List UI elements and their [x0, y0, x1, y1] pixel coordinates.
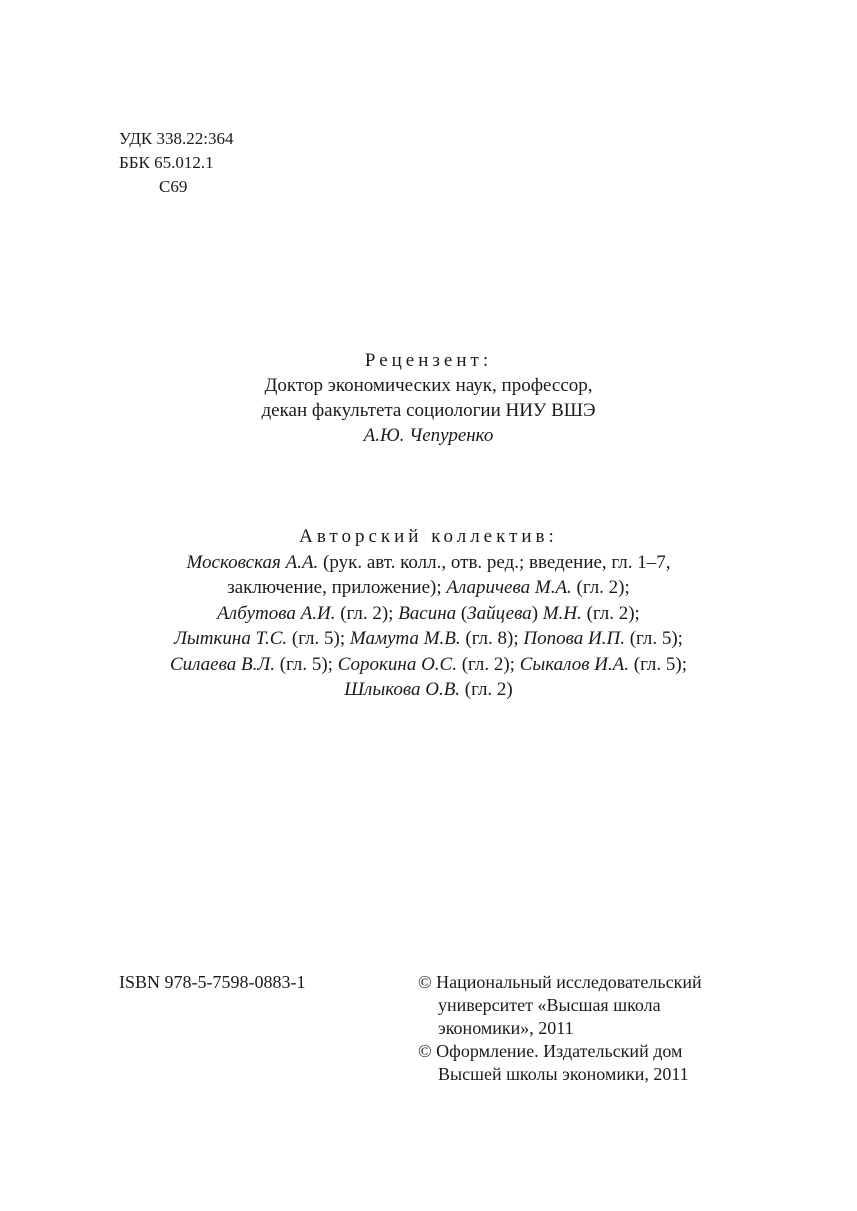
author-role: (гл. 8);: [460, 628, 524, 649]
authors-line: [0, 601, 857, 627]
authors-block: [0, 524, 857, 703]
author-role: заключение, приложение);: [227, 577, 447, 598]
classification-codes: [119, 127, 233, 199]
udk-code: УДК 338.22:364: [119, 129, 234, 148]
isbn-number: ISBN 978-5-7598-0883-1: [119, 972, 306, 992]
author-role: (гл. 2);: [581, 602, 640, 624]
author-role: (гл. 5);: [287, 628, 350, 649]
author-name: Попова И.П.: [523, 628, 625, 649]
author-name: Сыкалов И.А.: [519, 653, 630, 675]
authors-heading: Авторский коллектив:: [299, 526, 558, 547]
authors-line: [0, 652, 857, 678]
author-role: (рук. авт. колл., отв. ред.; введение, гл. 1–7,: [318, 551, 671, 573]
author-name: Московская А.А.: [186, 551, 319, 573]
reviewer-position: декан факультета социологии НИУ ВШЭ: [261, 400, 596, 421]
author-role: (гл. 5);: [624, 628, 683, 649]
author-name: Шлыкова О.В.: [344, 679, 461, 700]
reviewer-block: [0, 348, 857, 448]
author-role: (гл. 5);: [629, 653, 688, 675]
author-role: (гл. 2);: [571, 577, 630, 598]
copyright-line: университет «Высшая школа: [438, 995, 661, 1015]
copyright-line: © Оформление. Издательский дом: [418, 1041, 683, 1061]
copyright-university: [418, 971, 748, 1040]
author-name: Мамута М.В.: [349, 628, 461, 649]
author-name: Аларичева М.А.: [446, 577, 572, 598]
copyright-design: [418, 1040, 748, 1086]
bbk-code: ББК 65.012.1: [119, 153, 214, 172]
copyright-line: © Национальный исследовательский: [418, 972, 702, 992]
author-name: Васина: [398, 602, 457, 624]
copyright-line: Высшей школы экономики, 2011: [438, 1064, 689, 1084]
authors-line: [0, 575, 857, 601]
author-role: (гл. 2);: [456, 653, 520, 675]
author-name: Албутова А.И.: [217, 602, 336, 624]
author-name: М.Н.: [542, 602, 582, 624]
author-sign: С69: [159, 177, 188, 196]
paren: (: [456, 602, 468, 624]
author-name: Силаева В.Л.: [169, 653, 275, 675]
authors-line: [0, 626, 857, 652]
copyright-line: экономики», 2011: [438, 1018, 574, 1038]
authors-line: [0, 677, 857, 703]
reviewer-degree: Доктор экономических наук, профессор,: [264, 375, 593, 396]
author-role: (гл. 2): [460, 679, 513, 700]
paren: ): [531, 602, 543, 624]
authors-line: [0, 550, 857, 576]
author-role: (гл. 5);: [274, 653, 338, 675]
author-name: Лыткина Т.С.: [174, 628, 288, 649]
reviewer-heading: Рецензент:: [364, 350, 493, 371]
reviewer-name: А.Ю. Чепуренко: [363, 425, 494, 446]
copyright-block: [418, 971, 748, 1086]
author-name: Зайцева: [467, 602, 532, 624]
author-role: (гл. 2);: [335, 602, 399, 624]
author-name: Сорокина О.С.: [337, 653, 457, 675]
